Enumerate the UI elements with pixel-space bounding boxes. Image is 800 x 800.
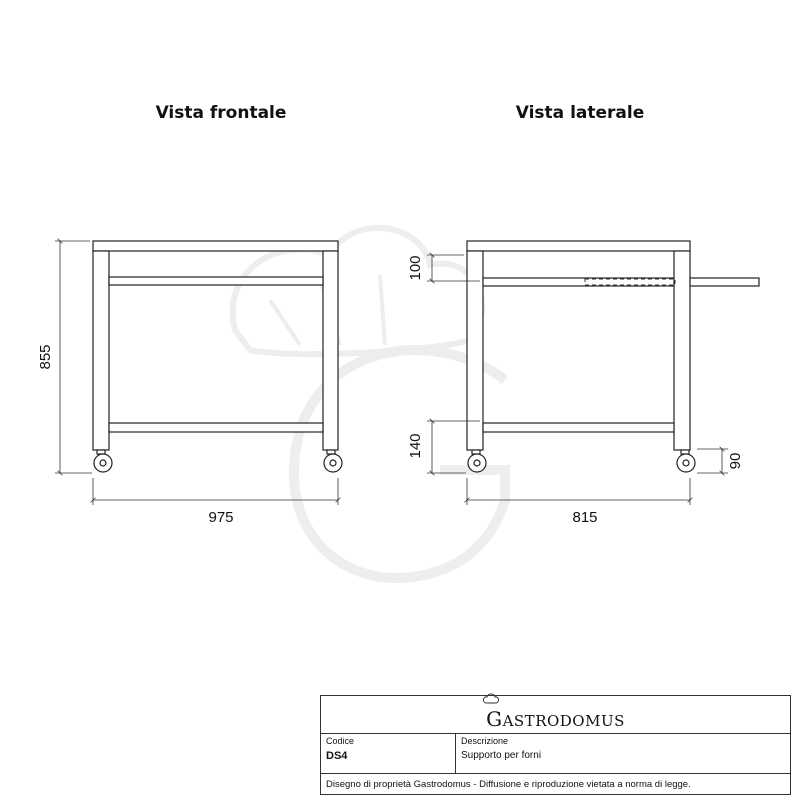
- side-depth-label: 815: [572, 509, 598, 526]
- title-block: [320, 695, 791, 795]
- code-cell: [321, 734, 456, 773]
- title-block-info-row: [321, 734, 790, 774]
- code-value: DS4: [326, 750, 348, 762]
- logo-initial: G: [486, 706, 503, 731]
- title-block-footer: Disegno di proprietà Gastrodomus - Diffusione e riproduzione vietata a norma di legge.: [326, 778, 691, 790]
- side-wheel-dimension: [697, 449, 744, 473]
- gastrodomus-logo: [486, 699, 625, 731]
- front-right-caster-icon: [324, 450, 342, 472]
- side-right-leg: [674, 251, 690, 450]
- code-label: Codice: [326, 736, 355, 746]
- description-label: Descrizione: [461, 736, 509, 746]
- side-lower-shelf: [483, 423, 674, 432]
- front-left-leg: [93, 251, 109, 450]
- front-top-panel: [93, 241, 338, 251]
- side-wheel-label: 90: [727, 452, 744, 470]
- front-right-leg: [323, 251, 338, 450]
- side-view: [407, 241, 759, 526]
- side-upper-shelf: [483, 278, 674, 286]
- front-lower-shelf: [109, 423, 323, 432]
- front-view-title: Vista frontale: [155, 103, 287, 123]
- side-left-caster-icon: [468, 450, 486, 472]
- side-view-title: Vista laterale: [515, 103, 645, 123]
- front-height-dimension: [37, 241, 92, 473]
- front-upper-shelf: [109, 277, 323, 285]
- side-shelf-extension: [690, 278, 759, 286]
- description-cell: [456, 734, 790, 773]
- side-top-panel: [467, 241, 690, 251]
- front-left-caster-icon: [94, 450, 112, 472]
- description-value: Supporto per forni: [461, 750, 542, 761]
- title-block-logo-row: [321, 696, 790, 734]
- chef-hat-icon: [482, 693, 500, 707]
- front-height-label: 855: [37, 344, 54, 370]
- front-width-label: 975: [208, 509, 234, 526]
- side-bottom-gap-label: 140: [407, 433, 424, 459]
- side-right-caster-icon: [677, 450, 695, 472]
- logo-rest: ASTRODOMUS: [502, 711, 625, 730]
- side-top-gap-label: 100: [407, 255, 424, 281]
